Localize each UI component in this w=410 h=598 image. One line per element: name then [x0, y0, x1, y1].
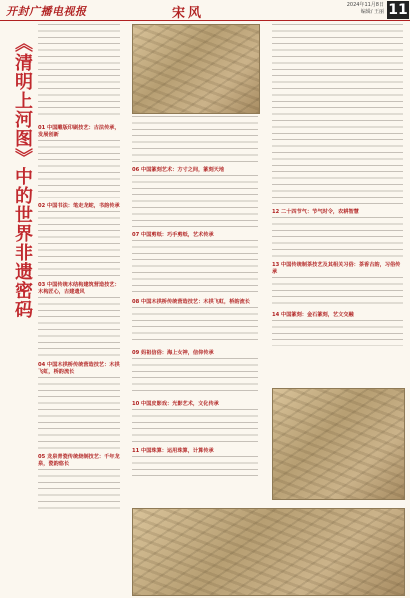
article-paragraph — [38, 469, 120, 513]
subheading-06: 06 中国篆刻艺术：方寸之间，篆刻天地 — [132, 167, 225, 173]
article-paragraph — [132, 240, 258, 294]
issue-meta — [322, 2, 384, 16]
issue-date: 2024年11月8日 — [346, 2, 384, 8]
subheading-09: 09 妈祖信俗：海上女神，信仰传承 — [132, 350, 214, 356]
article-paragraph — [132, 409, 258, 443]
article-paragraph — [132, 456, 258, 476]
article-paragraph — [132, 307, 258, 345]
subheading-02: 02 中国书法：笔走龙蛇，书韵传承 — [38, 203, 120, 209]
subheading-07: 07 中国剪纸：巧手剪纸，艺术传承 — [132, 232, 214, 238]
article-paragraph — [272, 24, 403, 204]
article-paragraph — [38, 140, 120, 198]
headline: 《清明上河图》中的世界非遗密码 — [12, 34, 33, 319]
subheading-01: 01 中国雕版印刷技艺：古法传承，发展创新 — [38, 125, 120, 138]
article-paragraph — [132, 175, 258, 227]
intro-paragraph — [38, 24, 120, 120]
subheading-14: 14 中国篆刻：金石篆刻，艺文交融 — [272, 312, 354, 318]
subheading-08: 08 中国木拱桥传统营造技艺：木拱飞虹，桥韵流长 — [132, 299, 250, 305]
article-paragraph — [38, 211, 120, 277]
subheading-05: 05 龙泉青瓷传统烧制技艺：千年龙泉，瓷韵悠长 — [38, 454, 120, 467]
subheading-11: 11 中国珠算：运用珠算，计算传承 — [132, 448, 214, 454]
subheading-12: 12 二十四节气：节气时令，农耕智慧 — [272, 209, 359, 215]
subheading-13: 13 中国传统制茶技艺及其相关习俗：茶香古韵，习俗传承 — [272, 262, 401, 275]
page-number: 11 — [388, 2, 408, 18]
masthead — [0, 0, 410, 21]
painting-illustration-right — [272, 388, 405, 500]
article-paragraph — [132, 116, 258, 162]
article-paragraph — [38, 297, 120, 357]
column-c — [272, 24, 403, 346]
issue-editor: 编辑/ 王丽 — [360, 9, 384, 15]
article-paragraph — [132, 358, 258, 396]
column-a — [38, 24, 120, 513]
brand-logo: 开封广播电视报 — [6, 5, 87, 18]
subheading-10: 10 中国皮影戏：光影艺术，文化传承 — [132, 401, 219, 407]
subheading-04: 04 中国木拱桥传统营造技艺：木拱飞虹，桥韵流长 — [38, 362, 120, 375]
article-paragraph — [272, 217, 403, 257]
painting-illustration-bottom — [132, 508, 405, 596]
article-paragraph — [272, 320, 403, 346]
painting-illustration-top — [132, 24, 260, 114]
section-title: 宋风 — [172, 6, 205, 21]
column-b — [132, 116, 258, 476]
article-paragraph — [38, 377, 120, 449]
article-paragraph — [272, 277, 403, 307]
subheading-03: 03 中国传统木结构建筑营造技艺：木构匠心，古建遗风 — [38, 282, 120, 295]
